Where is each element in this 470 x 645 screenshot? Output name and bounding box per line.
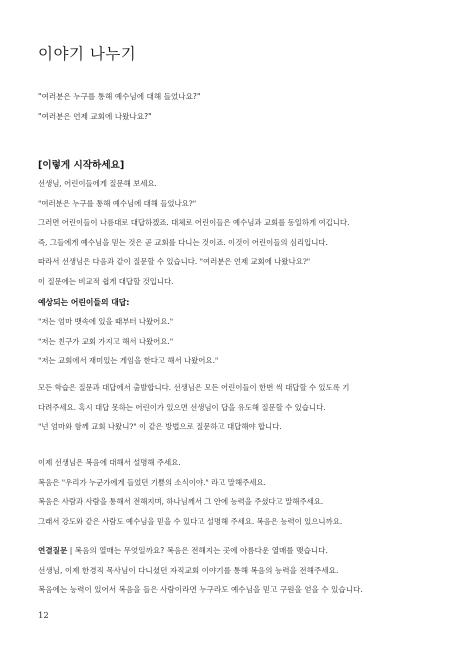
body-line: 복음에는 능력이 있어서 복음을 들은 사람이라면 누구라도 예수님을 믿고 구원을 얻을 수 있습니다. bbox=[38, 585, 363, 594]
paragraph-two bbox=[38, 378, 448, 437]
body-line: 모든 학습은 질문과 대답에서 출발합니다. 선생님은 모든 어린이들이 한번 씩 대답할 수 있도록 기 bbox=[38, 383, 350, 392]
body-line: 즉, 그들에게 예수님을 믿는 것은 곧 교회를 다니는 것이죠. 이것이 어린이들의 심리입니다. bbox=[38, 237, 328, 247]
answer-line: "저는 교회에서 재미있는 게임을 한다고 해서 나왔어요." bbox=[38, 356, 219, 365]
body-line: 그래서 강도와 같은 사람도 예수님을 믿을 수 있다고 설명해 주세요. 복음은 능력이 있으니까요. bbox=[38, 516, 343, 526]
start-section bbox=[38, 157, 448, 291]
answer-line: "저는 엄마 뱃속에 있을 때부터 나왔어요." bbox=[38, 317, 174, 326]
body-line: 이 질문에는 비교적 쉽게 대답할 것입니다. bbox=[38, 276, 174, 286]
body-line: 복음은 사람과 사람을 통해서 전해지며, 하나님께서 그 안에 능력을 주셨다고 말해주세요. bbox=[38, 497, 324, 506]
answer-line: "저는 친구가 교회 가지고 해서 나왔어요." bbox=[38, 336, 174, 346]
body-line: 복음은 "우리가 누군가에게 들었던 기쁨의 소식이야." 라고 말해주세요. bbox=[38, 477, 266, 487]
connection-section bbox=[38, 541, 448, 600]
connection-question: | 복음의 열매는 무엇일까요? 복음은 전해지는 곳에 아름다운 열매를 맺습니다. bbox=[67, 546, 328, 555]
intro-question: "여러분은 언제 교회에 나왔나요?" bbox=[38, 111, 152, 121]
body-line: "넌 엄마와 함께 교회 나왔니?" 이 같은 방법으로 질문하고 대답해야 합니다. bbox=[38, 422, 282, 431]
connection-label: 연결질문 bbox=[38, 546, 68, 555]
connection-question-line bbox=[38, 541, 448, 561]
body-line: 선생님, 어린이들에게 질문해 보세요. bbox=[38, 179, 157, 188]
expected-answers-heading: 예상되는 어린이들의 대답: bbox=[38, 298, 130, 307]
paragraph-three bbox=[38, 453, 448, 531]
body-line: 따라서 선생님은 다음과 같이 질문할 수 있습니다. "여러분은 언제 교회에 나왔나요?" bbox=[38, 257, 311, 266]
body-line: 그러면 어린이들이 나름대로 대답하겠죠. 대체로 어린이들은 예수님과 교회를 동일하게 여깁니다. bbox=[38, 218, 350, 227]
page-number: 12 bbox=[38, 611, 49, 621]
page-title: 이야기 나누기 bbox=[38, 45, 137, 63]
expected-answers-section bbox=[38, 293, 448, 371]
body-line: "여러분은 누구를 통해 예수님에 대해 들었나요?" bbox=[38, 198, 197, 208]
intro-questions bbox=[38, 87, 200, 126]
intro-question: "여러분은 누구를 통해 예수님에 대해 들었나요?" bbox=[38, 92, 201, 101]
body-line: 선생님, 이제 한경직 목사님이 다니셨던 자직교회 이야기를 통해 복음의 능력을 전해주세요. bbox=[38, 565, 339, 575]
body-line: 다려주세요. 혹시 대답 못하는 어린이가 있으면 선생님이 답을 유도해 질문할 수 있습니다. bbox=[38, 402, 326, 412]
start-section-heading: [이렇게 시작하세요] bbox=[38, 160, 125, 171]
body-line: 이제 선생님은 복음에 대해서 설명해 주세요. bbox=[38, 458, 181, 467]
